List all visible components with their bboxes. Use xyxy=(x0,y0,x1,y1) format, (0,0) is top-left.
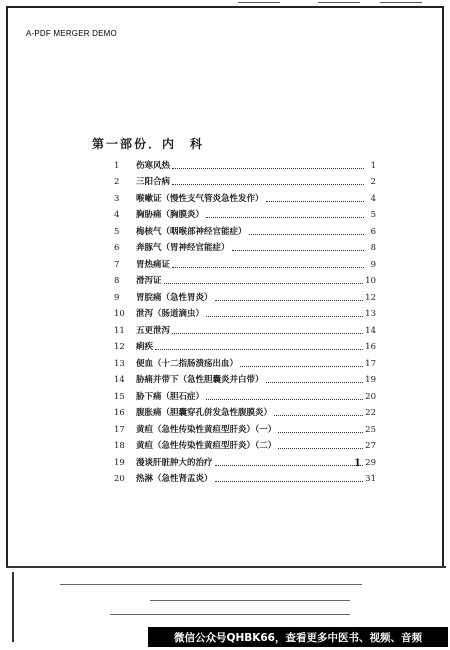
dot-leader xyxy=(240,365,363,367)
toc-entry-number: 16 xyxy=(114,408,125,418)
toc-entry xyxy=(114,154,376,171)
toc-entry-title: 五更泄泻 xyxy=(136,325,171,336)
toc-entry-title: 腹胀痛（胆囊穿孔併发急性腹膜炎） xyxy=(136,408,273,418)
dot-leader xyxy=(278,431,363,433)
page-number: 1 xyxy=(354,458,361,469)
toc-entry xyxy=(114,402,376,419)
toc-entry-page: 8 xyxy=(370,243,376,253)
toc-entry xyxy=(114,435,376,452)
scan-rule xyxy=(110,614,350,615)
toc-entry-title: 热淋（急性肾盂炎） xyxy=(136,474,213,484)
toc-entry-number: 19 xyxy=(114,457,125,468)
toc-entry-title: 泄泻（肠道滴虫） xyxy=(136,309,205,319)
page-divider xyxy=(6,566,446,568)
toc-entry-number: 14 xyxy=(114,375,125,385)
toc-entry-page: 14 xyxy=(365,325,376,336)
toc-entry-title: 三阳合病 xyxy=(136,177,171,187)
toc-entry-page: 27 xyxy=(365,441,376,451)
toc-entry-number: 4 xyxy=(114,210,120,220)
section-heading: 第一部份．内 科 xyxy=(92,137,205,151)
scan-rule xyxy=(150,600,350,601)
toc-entry-number: 6 xyxy=(114,243,120,253)
toc-entry xyxy=(114,319,376,336)
toc-entry xyxy=(114,369,376,386)
dot-leader xyxy=(172,167,364,169)
dot-leader xyxy=(274,414,363,416)
dot-leader xyxy=(215,464,364,466)
toc-entry-page: 2 xyxy=(370,177,376,187)
toc-entry xyxy=(114,237,376,254)
toc-entry-title: 胁痛并带下（急性胆囊炎并白带） xyxy=(136,375,264,385)
toc-entry-title: 漫谈肝脏肿大的治疗 xyxy=(136,457,213,468)
toc-entry-page: 6 xyxy=(370,226,376,237)
toc-entry xyxy=(114,171,376,188)
toc-entry xyxy=(114,286,376,303)
toc-entry xyxy=(114,187,376,204)
toc-entry xyxy=(114,451,376,468)
toc-entry-number: 12 xyxy=(114,342,125,352)
toc-entry-number: 10 xyxy=(114,309,125,319)
toc-entry-page: 22 xyxy=(365,408,376,418)
toc-entry-page: 19 xyxy=(365,375,376,385)
toc-entry xyxy=(114,352,376,369)
dot-leader xyxy=(232,249,364,251)
toc-entry-number: 11 xyxy=(114,325,125,336)
toc-entry-title: 奔豚气（胃神经官能症） xyxy=(136,243,230,253)
toc-entry-page: 5 xyxy=(370,210,376,220)
toc-entry-number: 20 xyxy=(114,474,125,484)
toc-entry-title: 梅核气（咽喉部神经官能症） xyxy=(136,226,247,237)
toc-entry xyxy=(114,220,376,237)
dot-leader xyxy=(155,348,363,350)
table-of-contents xyxy=(114,154,376,484)
toc-entry-page: 1 xyxy=(370,160,376,171)
toc-entry-page: 4 xyxy=(370,193,376,204)
dot-leader xyxy=(206,398,363,400)
toc-entry xyxy=(114,204,376,221)
toc-entry-page: 20 xyxy=(365,391,376,402)
toc-entry-title: 痢疾 xyxy=(136,342,154,352)
toc-entry xyxy=(114,468,376,485)
scan-rule xyxy=(60,584,362,585)
toc-entry-number: 3 xyxy=(114,193,120,204)
toc-entry xyxy=(114,336,376,353)
dot-leader xyxy=(172,183,364,185)
toc-entry-title: 黄疸（急性传染性黄疸型肝炎）（二） xyxy=(136,441,277,451)
toc-entry-title: 滑泻证 xyxy=(136,276,162,286)
toc-entry-page: 9 xyxy=(370,259,376,270)
toc-entry-title: 便血（十二指肠溃疡出血） xyxy=(136,358,239,369)
toc-entry-title: 伤寒风热 xyxy=(136,160,171,171)
toc-entry xyxy=(114,253,376,270)
page-border-right xyxy=(442,6,444,566)
toc-entry-number: 8 xyxy=(114,276,120,286)
toc-entry-number: 2 xyxy=(114,177,120,187)
promo-banner: 微信公众号QHBK66，查看更多中医书、视频、音频 xyxy=(148,627,448,647)
dot-leader xyxy=(266,200,364,202)
toc-entry-page: 29 xyxy=(365,457,376,468)
toc-entry xyxy=(114,418,376,435)
toc-entry-number: 1 xyxy=(114,160,120,171)
toc-entry-number: 17 xyxy=(114,424,125,435)
page-border-left xyxy=(6,6,8,566)
dot-leader xyxy=(206,315,363,317)
dot-leader xyxy=(249,233,364,235)
toc-entry xyxy=(114,385,376,402)
toc-entry-title: 喉嗽证（慢性支气管炎急性发作） xyxy=(136,193,264,204)
watermark-text: A-PDF MERGER DEMO xyxy=(26,29,117,38)
toc-entry-number: 15 xyxy=(114,391,125,402)
toc-entry-page: 12 xyxy=(365,292,376,303)
dot-leader xyxy=(278,447,363,449)
toc-entry-page: 31 xyxy=(365,474,376,484)
dot-leader xyxy=(172,332,363,334)
dot-leader xyxy=(164,282,364,284)
toc-entry-title: 胸胁痛（胸膜炎） xyxy=(136,210,205,220)
toc-entry-page: 16 xyxy=(365,342,376,352)
toc-entry-number: 9 xyxy=(114,292,120,303)
scan-mark xyxy=(238,2,280,3)
scan-mark xyxy=(380,2,422,3)
toc-entry-page: 17 xyxy=(365,358,376,369)
page-border-top xyxy=(6,6,444,8)
toc-entry-title: 胃脘痛（急性胃炎） xyxy=(136,292,213,303)
scan-mark xyxy=(318,2,360,3)
toc-entry-page: 25 xyxy=(365,424,376,435)
next-page-border xyxy=(12,572,14,642)
dot-leader xyxy=(215,299,364,301)
toc-entry-page: 13 xyxy=(365,309,376,319)
toc-entry-number: 13 xyxy=(114,358,125,369)
dot-leader xyxy=(172,266,364,268)
toc-entry xyxy=(114,270,376,287)
toc-entry-number: 18 xyxy=(114,441,125,451)
toc-entry-title: 胁下痛（胆石症） xyxy=(136,391,205,402)
toc-entry-title: 黄疸（急性传染性黄疸型肝炎）（一） xyxy=(136,424,277,435)
toc-entry-number: 7 xyxy=(114,259,120,270)
dot-leader xyxy=(206,216,364,218)
dot-leader xyxy=(215,480,364,482)
dot-leader xyxy=(266,381,364,383)
toc-entry-number: 5 xyxy=(114,226,120,237)
toc-entry-title: 胃热痛证 xyxy=(136,259,171,270)
toc-entry-page: 10 xyxy=(365,276,376,286)
toc-entry xyxy=(114,303,376,320)
